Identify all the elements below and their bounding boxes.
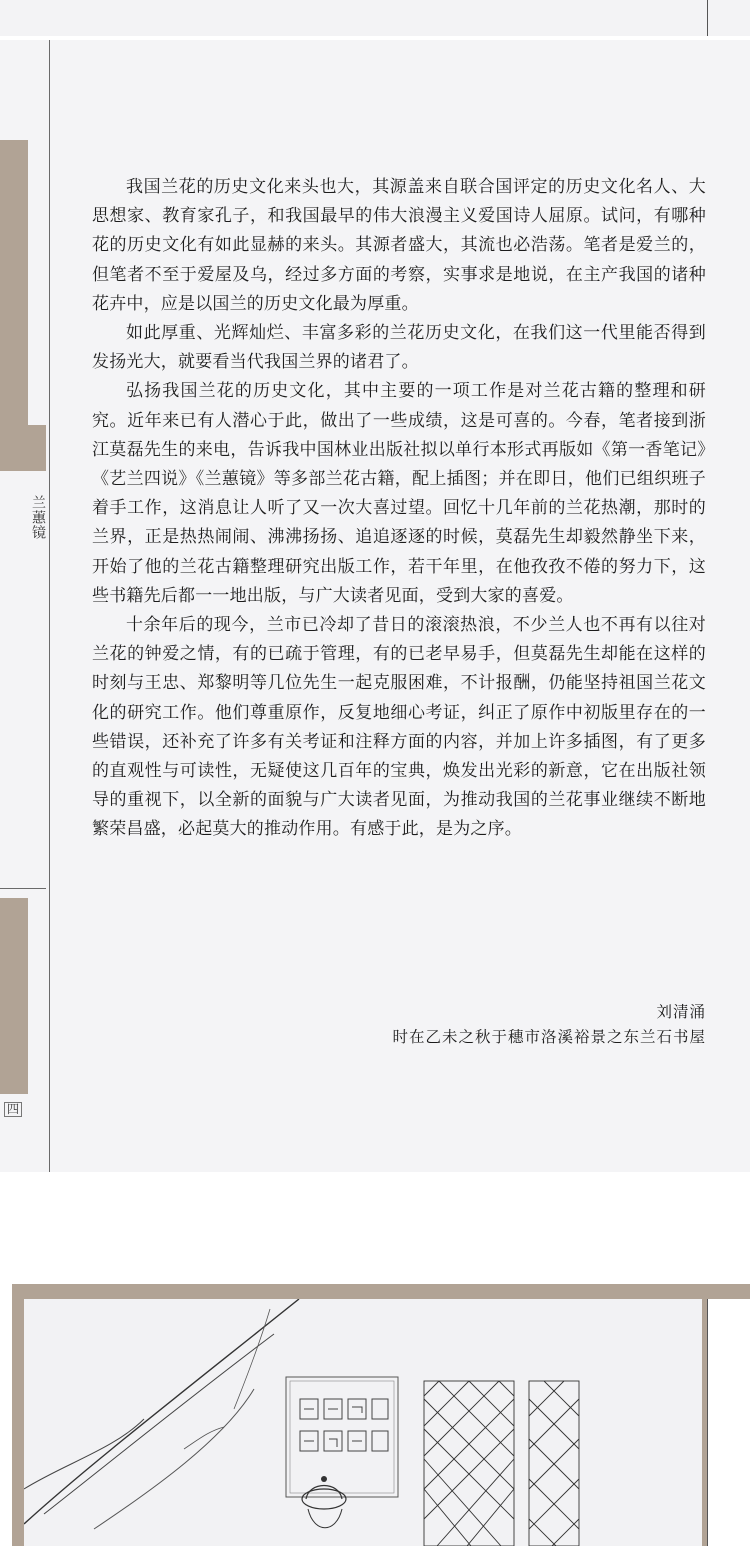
- margin-rule-vertical: [49, 40, 50, 1172]
- date-place-line: 时在乙未之秋于穗市洛溪裕景之东兰石书屋: [392, 1028, 706, 1046]
- line-drawing-illustration: [24, 1299, 702, 1546]
- paragraph: 如此厚重、光辉灿烂、丰富多彩的兰花历史文化，在我们这一代里能否得到发扬光大，就要看当代我国兰界的诸君了。: [92, 323, 706, 373]
- margin-tab-upper: [0, 140, 28, 462]
- margin-tab-lower: [0, 898, 28, 1094]
- next-page: [0, 1284, 750, 1546]
- margin-rule-horizontal: [0, 888, 46, 889]
- page-number: 四: [4, 1102, 22, 1117]
- preface-page: [0, 40, 750, 1172]
- next-page-margin: [708, 1299, 750, 1546]
- page-gap: [0, 1172, 750, 1284]
- previous-page-edge: [0, 0, 750, 36]
- author-name: 刘清涌: [656, 1003, 706, 1021]
- previous-page-rule: [707, 0, 708, 36]
- paragraph: 十余年后的现今，兰市已冷却了昔日的滚滚热浪，不少兰人也不再有以往对兰花的钟爱之情，有的已疏于管理，有的已老早易手，但莫磊先生却能在这样的时刻与王忠、郑黎明等几位先生一起克服困难，不计报酬，仍能坚持祖国兰花文化的研究工作。他们尊重原作，反复地细心考证，纠正了原作中初版里存在的一些错误，还补充了许多有关考证和注释方面的内容，并加上许多插图，有了更多的直观性与可读性，无疑使这几百年的宝典，焕发出光彩的新意，它在出版社领导的重视下，以全新的面貌与广大读者见面，为推动我国的兰花事业继续不断地繁荣昌盛，必起莫大的推动作用。有感于此，是为之序。: [92, 615, 706, 840]
- running-title: 兰蕙镜: [30, 495, 46, 540]
- margin-tab-wedge: [0, 425, 46, 471]
- preface-body: [92, 173, 706, 845]
- next-page-rule: [707, 1299, 708, 1546]
- paragraph: 我国兰花的历史文化来头也大，其源盖来自联合国评定的历史文化名人、大思想家、教育家孔子，和我国最早的伟大浪漫主义爱国诗人屈原。试问，有哪种花的历史文化有如此显赫的来头。其源者盛大，其流也必浩荡。笔者是爱兰的，但笔者不至于爱屋及乌，经过多方面的考察，实事求是地说，在主产我国的诸种花卉中，应是以国兰的历史文化最为厚重。: [92, 177, 706, 314]
- paragraph: 弘扬我国兰花的历史文化，其中主要的一项工作是对兰花古籍的整理和研究。近年来已有人潜心于此，做出了一些成绩，这是可喜的。今春，笔者接到浙江莫磊先生的来电，告诉我中国林业出版社拟以单行本形式再版如《第一香笔记》《艺兰四说》《兰蕙镜》等多部兰花古籍，配上插图；并在即日，他们已组织班子着手工作，这消息让人听了又一次大喜过望。回忆十几年前的兰花热潮，那时的兰界，正是热热闹闹、沸沸扬扬、追追逐逐的时候，莫磊先生却毅然静坐下来，开始了他的兰花古籍整理研究出版工作，若干年里，在他孜孜不倦的努力下，这些书籍先后都一一地出版，与广大读者见面，受到大家的喜爱。: [92, 381, 706, 606]
- signature-block: [392, 1000, 706, 1050]
